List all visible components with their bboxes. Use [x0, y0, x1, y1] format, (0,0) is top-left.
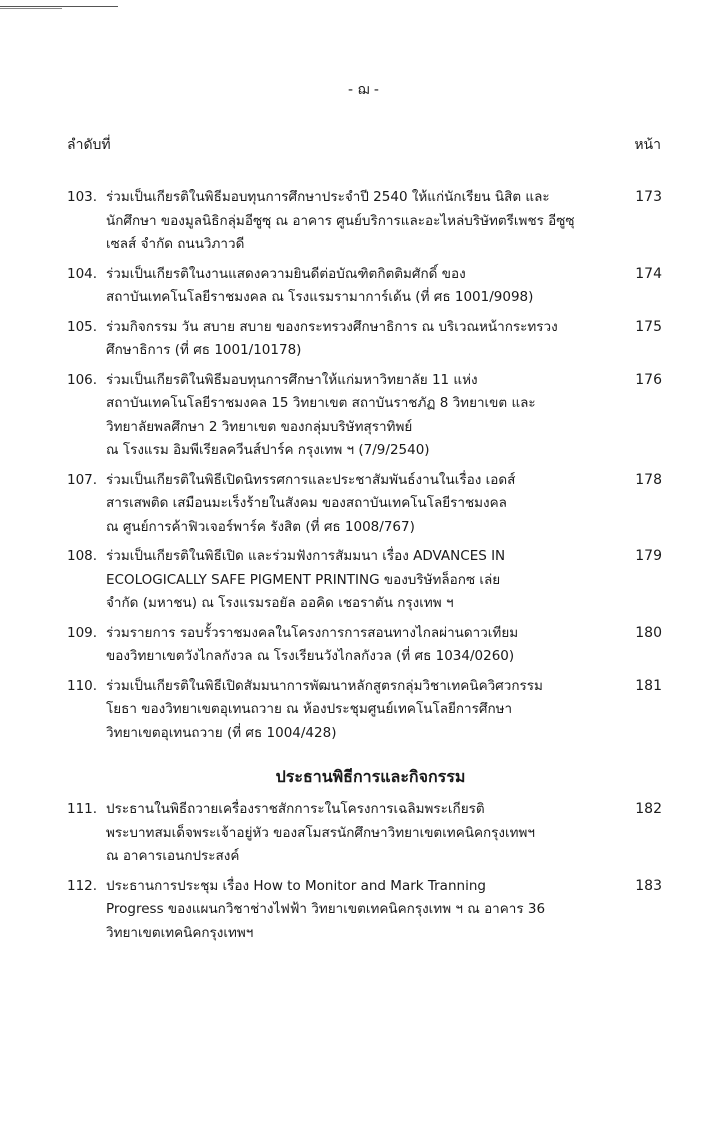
- toc-entry-text: ร่วมเป็นเกียรติในพิธีเปิดนิทรรศการและประชาสัมพันธ์งานในเรื่อง เอดส์: [106, 471, 516, 488]
- toc-entry-line: [67, 339, 662, 363]
- toc-entry-line: [67, 439, 662, 463]
- toc-entry-number: 108.: [67, 548, 98, 564]
- toc-entry-number: 112.: [67, 877, 98, 894]
- toc-entry-page: 178: [635, 471, 662, 488]
- toc-entry: [67, 875, 662, 946]
- toc-entry-line: [67, 822, 662, 846]
- toc-entry-line: [67, 492, 662, 516]
- toc-entry-line: [67, 798, 662, 822]
- toc-entry-text: ECOLOGICALLY SAFE PIGMENT PRINTING ของบริษัทล็อกซ เล่ย: [106, 571, 501, 588]
- toc-entry-line: [67, 392, 662, 416]
- toc-entry-page: 176: [635, 371, 662, 388]
- toc-entry-text: พระบาทสมเด็จพระเจ้าอยู่หัว ของสโมสรนักศึกษาวิทยาเขตเทคนิคกรุงเทพฯ: [106, 824, 536, 841]
- toc-entry-text: ร่วมเป็นเกียรติในงานแสดงความยินดีต่อบัณฑิตกิตติมศักดิ์ ของ: [106, 265, 466, 282]
- scan-edge-mark: [0, 8, 62, 9]
- toc-entry-text: ร่วมเป็นเกียรติในพิธีเปิด และร่วมฟังการสัมมนา เรื่อง ADVANCES IN: [106, 548, 506, 564]
- toc-entry-line: [67, 569, 662, 593]
- toc-entry-page: 179: [635, 548, 662, 564]
- toc-entry-line: [67, 645, 662, 669]
- toc-entry-page: 183: [635, 877, 662, 894]
- toc-entry-text: ร่วมกิจกรรม วัน สบาย สบาย ของกระทรวงศึกษาธิการ ณ บริเวณหน้ากระทรวง: [106, 318, 558, 335]
- toc-entry-line: [67, 722, 662, 746]
- toc-entry-line: [67, 416, 662, 440]
- toc-entry-page: 175: [635, 318, 662, 335]
- toc-entry-line: [67, 286, 662, 310]
- toc-entry-line: [67, 898, 662, 922]
- toc-entry-line: [67, 545, 662, 569]
- toc-entry-number: 103.: [67, 189, 98, 205]
- toc-entry-number: 106.: [67, 371, 98, 388]
- toc-entry-line: [67, 516, 662, 540]
- toc-entry-text: ร่วมรายการ รอบรั้วราชมงคลในโครงการการสอนทางไกลผ่านดาวเทียม: [106, 624, 519, 641]
- toc-entry-line: [67, 263, 662, 287]
- toc-entry-line: [67, 698, 662, 722]
- toc-entry: [67, 469, 662, 540]
- toc-entry-page: 181: [635, 677, 662, 694]
- toc-entry-number: 111.: [67, 801, 98, 817]
- toc-list: [67, 186, 662, 951]
- toc-entry: [67, 545, 662, 616]
- toc-entry-page: 174: [635, 265, 662, 282]
- toc-entry-text: สถาบันเทคโนโลยีราชมงคล 15 วิทยาเขต สถาบันราชภัฏ 8 วิทยาเขต และ: [106, 395, 536, 411]
- toc-entry-text: วิทยาลัยพลศึกษา 2 วิทยาเขต ของกลุ่มบริษัทสุราทิพย์: [106, 418, 413, 435]
- toc-entry-text: สารเสพติด เสมือนมะเร็งร้ายในสังคม ของสถาบันเทคโนโลยีราชมงคล: [106, 495, 507, 511]
- toc-entry-number: 107.: [67, 471, 98, 488]
- toc-entry-line: [67, 675, 662, 699]
- toc-entry-text: นักศึกษา ของมูลนิธิกลุ่มอีซูซุ ณ อาคาร ศูนย์บริการและอะไหล่บริษัทตรีเพชร อีซูซุ: [106, 212, 575, 229]
- toc-entry-number: 109.: [67, 624, 98, 641]
- toc-entry-text: ณ อาคารเอนกประสงค์: [106, 848, 240, 864]
- toc-entry: [67, 675, 662, 746]
- order-column-header: ลำดับที่: [67, 137, 111, 153]
- toc-entry-line: [67, 922, 662, 946]
- toc-entry: [67, 622, 662, 669]
- toc-entry-text: จำกัด (มหาชน) ณ โรงแรมรอยัล ออคิด เชอราตัน กรุงเทพ ฯ: [106, 595, 454, 611]
- toc-entry: [67, 186, 662, 257]
- toc-entry-page: 180: [635, 624, 662, 641]
- toc-entry-number: 105.: [67, 318, 98, 335]
- toc-entry-text: Progress ของแผนกวิชาช่างไฟฟ้า วิทยาเขตเทคนิคกรุงเทพ ฯ ณ อาคาร 36: [106, 901, 546, 917]
- toc-entry-number: 110.: [67, 677, 98, 694]
- toc-entry-line: [67, 233, 662, 257]
- toc-entry-line: [67, 469, 662, 493]
- toc-entry-line: [67, 369, 662, 393]
- page-marker: - ฌ -: [348, 82, 379, 98]
- toc-entry-text: โยธา ของวิทยาเขตอุเทนถวาย ณ ห้องประชุมศูนย์เทคโนโลยีการศึกษา: [106, 701, 513, 717]
- toc-section-entries: [67, 798, 662, 945]
- toc-entry: [67, 369, 662, 463]
- toc-entry-text: วิทยาเขตเทคนิคกรุงเทพฯ: [106, 924, 254, 941]
- toc-entry-line: [67, 622, 662, 646]
- toc-entry-text: สถาบันเทคโนโลยีราชมงคล ณ โรงแรมรามาการ์เด้น (ที่ ศธ 1001/9098): [106, 289, 534, 305]
- toc-entry-text: เซลส์ จำกัด ถนนวิภาวดี: [106, 236, 245, 252]
- toc-entry-text: ร่วมเป็นเกียรติในพิธีมอบทุนการศึกษาประจำปี 2540 ให้แก่นักเรียน นิสิต และ: [106, 189, 550, 205]
- section-heading: ประธานพิธีการและกิจกรรม: [275, 767, 466, 786]
- toc-entry: [67, 798, 662, 869]
- toc-entry-line: [67, 186, 662, 210]
- toc-entry-text: ร่วมเป็นเกียรติในพิธีมอบทุนการศึกษาให้แก่มหาวิทยาลัย 11 แห่ง: [106, 371, 478, 388]
- toc-entry-text: ณ โรงแรม อิมพีเรียลควีนส์ปาร์ค กรุงเทพ ฯ (7/9/2540): [106, 442, 430, 458]
- toc-entry: [67, 263, 662, 310]
- scan-edge-mark: [0, 6, 118, 7]
- page-column-header: หน้า: [634, 137, 661, 153]
- toc-entry-line: [67, 592, 662, 616]
- toc-entry-text: ศึกษาธิการ (ที่ ศธ 1001/10178): [106, 342, 302, 358]
- toc-entry-text: ประธานในพิธีถวายเครื่องราชสักการะในโครงการเฉลิมพระเกียรติ: [106, 801, 485, 817]
- toc-entry-text: ของวิทยาเขตวังไกลกังวล ณ โรงเรียนวังไกลกังวล (ที่ ศธ 1034/0260): [106, 648, 515, 664]
- toc-entry-page: 182: [635, 801, 662, 817]
- toc-entry-text: วิทยาเขตอุเทนถวาย (ที่ ศธ 1004/428): [106, 724, 337, 741]
- toc-entry-line: [67, 875, 662, 899]
- toc-entry-text: ณ ศูนย์การค้าฟิวเจอร์พาร์ค รังสิต (ที่ ศธ 1008/767): [106, 518, 415, 535]
- toc-entry-text: ประธานการประชุม เรื่อง How to Monitor and Mark Tranning: [106, 877, 486, 894]
- toc-entry-page: 173: [635, 189, 662, 205]
- toc-entry: [67, 316, 662, 363]
- toc-entries: [67, 186, 662, 745]
- toc-entry-number: 104.: [67, 265, 98, 282]
- toc-entry-line: [67, 845, 662, 869]
- toc-entry-text: ร่วมเป็นเกียรติในพิธีเปิดสัมมนาการพัฒนาหลักสูตรกลุ่มวิชาเทคนิควิศวกรรม: [106, 677, 543, 694]
- toc-entry-line: [67, 210, 662, 234]
- toc-entry-line: [67, 316, 662, 340]
